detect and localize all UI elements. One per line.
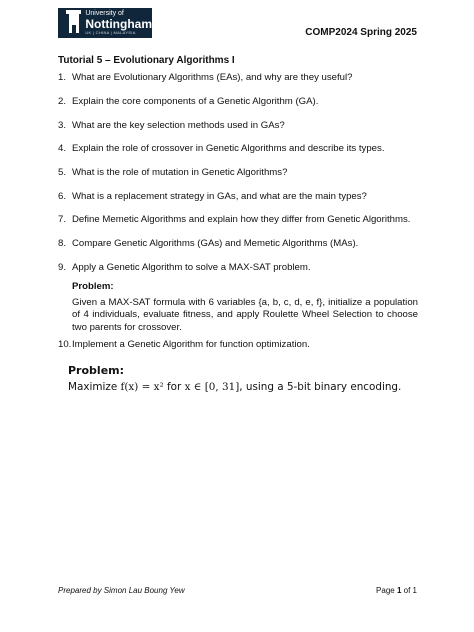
question-text: What are the key selection methods used in GAs? bbox=[72, 120, 285, 131]
question-item bbox=[58, 191, 418, 203]
question-item bbox=[58, 214, 418, 226]
question-number: 2. bbox=[58, 96, 67, 107]
question-item bbox=[58, 262, 418, 274]
question-text: Compare Genetic Algorithms (GAs) and Memetic Algorithms (MAs). bbox=[72, 238, 359, 249]
problem-text-mid: for bbox=[163, 381, 185, 393]
question-item bbox=[58, 72, 418, 84]
page-current: 1 bbox=[396, 586, 402, 595]
question-text: Define Memetic Algorithms and explain how they differ from Genetic Algorithms. bbox=[72, 214, 411, 225]
question-item bbox=[58, 238, 418, 250]
question-number: 4. bbox=[58, 143, 67, 154]
question-item bbox=[58, 120, 418, 132]
question-number: 6. bbox=[58, 191, 67, 202]
problem-text: Given a MAX-SAT formula with 6 variables {a, b, c, d, e, f}, initialize a population of 4 individuals, evaluate fitness, and apply Roulette Wheel Selection to choose two parents for crossover. bbox=[72, 297, 418, 333]
problem-text-pre: Maximize bbox=[68, 381, 121, 393]
page-number bbox=[376, 586, 417, 595]
problem-label: Problem: bbox=[72, 281, 114, 292]
question-text: Implement a Genetic Algorithm for function optimization. bbox=[72, 339, 310, 350]
question-text: Explain the core components of a Genetic Algorithm (GA). bbox=[72, 96, 319, 107]
logo-wordmark bbox=[81, 8, 152, 38]
course-code: COMP2024 Spring 2025 bbox=[305, 27, 417, 38]
of-word: of bbox=[403, 586, 411, 595]
question-text: What is the role of mutation in Genetic Algorithms? bbox=[72, 167, 288, 178]
logo-line2: Nottingham bbox=[85, 17, 152, 31]
university-logo bbox=[58, 8, 152, 38]
page-total: 1 bbox=[412, 586, 417, 595]
question-number: 5. bbox=[58, 167, 67, 178]
question-number: 9. bbox=[58, 262, 67, 273]
question-text: Apply a Genetic Algorithm to solve a MAX-SAT problem. bbox=[72, 262, 311, 273]
question-number: 3. bbox=[58, 120, 67, 131]
question-item bbox=[58, 96, 418, 108]
crest-icon bbox=[58, 8, 81, 38]
logo-line1: University of bbox=[85, 10, 124, 17]
problem-text bbox=[68, 381, 401, 393]
question-item bbox=[58, 143, 418, 155]
question-number: 1. bbox=[58, 72, 67, 83]
question-text: Explain the role of crossover in Genetic Algorithms and describe its types. bbox=[72, 143, 385, 154]
page-title: Tutorial 5 – Evolutionary Algorithms I bbox=[58, 55, 235, 66]
footer-author: Prepared by Simon Lau Boung Yew bbox=[58, 586, 185, 595]
function-formula: f(x) = x² bbox=[120, 381, 164, 393]
question-item bbox=[58, 339, 418, 351]
question-number: 7. bbox=[58, 214, 67, 225]
problem-text-post: , using a 5-bit binary encoding. bbox=[239, 381, 402, 393]
question-number: 8. bbox=[58, 238, 67, 249]
domain-formula: x ∈ [0, 31] bbox=[184, 381, 240, 393]
page-word: Page bbox=[376, 586, 395, 595]
question-number: 10. bbox=[58, 339, 72, 350]
question-text: What are Evolutionary Algorithms (EAs), and why are they useful? bbox=[72, 72, 353, 83]
question-item bbox=[58, 167, 418, 179]
logo-line3: UK | CHINA | MALAYSIA bbox=[85, 30, 136, 35]
question-text: What is a replacement strategy in GAs, and what are the main types? bbox=[72, 191, 367, 202]
problem-label: Problem: bbox=[68, 364, 125, 377]
